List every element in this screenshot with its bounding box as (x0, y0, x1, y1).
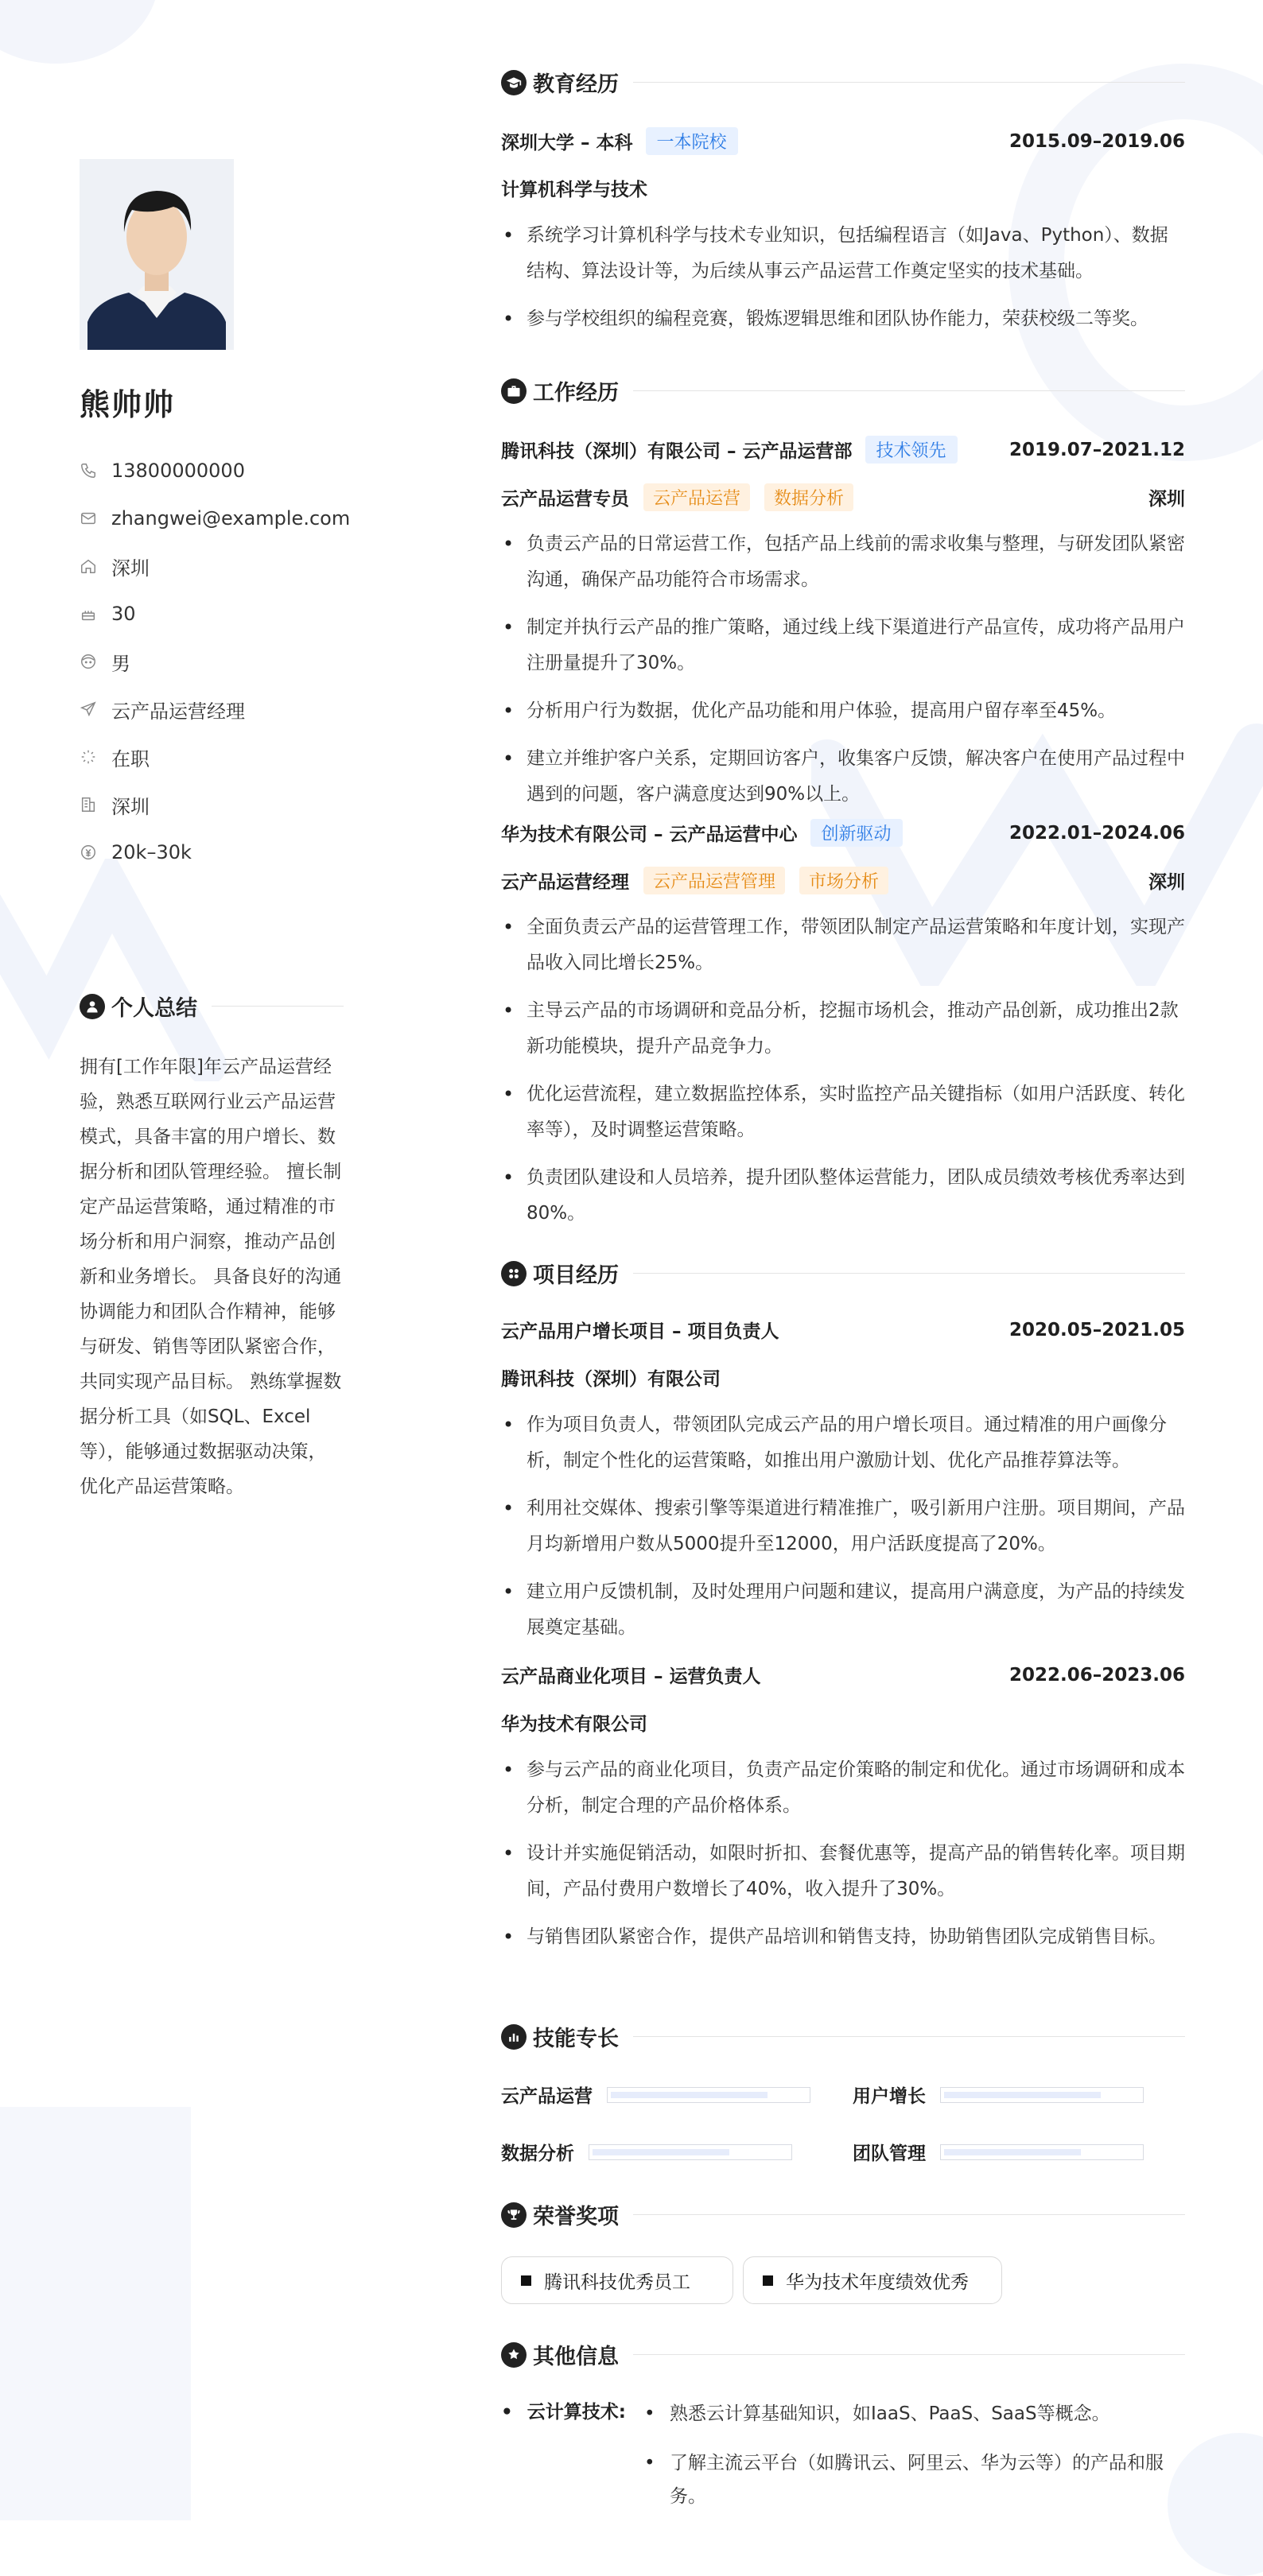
list-item: • 优化运营流程，建立数据监控体系，实时监控产品关键指标（如用户活跃度、转化率等），及时调整运营策略。 (501, 1077, 1185, 1148)
phone-icon (80, 462, 97, 479)
other-section-header (501, 2339, 1185, 2370)
project-2-org-row (501, 1709, 1185, 1736)
list-item: • 分析用户行为数据，优化产品功能和用户体验，提高用户留存率至45%。 (501, 693, 1185, 729)
status-value: 在职 (111, 747, 150, 770)
skill-level-fill (611, 2092, 768, 2098)
education-major-row (501, 175, 1185, 201)
list-item: • 参与学校组织的编程竞赛，锻炼逻辑思维和团队协作能力，荣获校级二等奖。 (501, 301, 1185, 337)
info-position (80, 685, 350, 733)
info-status (80, 733, 350, 781)
job-2-bullets (501, 910, 1185, 1243)
face-icon (80, 653, 97, 670)
salary-value: 20k–30k (111, 841, 192, 863)
summary-divider (212, 1006, 344, 1007)
list-item: • 制定并执行云产品的推广策略，通过线上线下渠道进行产品宣传，成功将产品用户注册量提升了30%。 (501, 610, 1185, 681)
info-age (80, 590, 350, 638)
bg-wave-left (0, 859, 270, 1081)
grid-icon (501, 1261, 527, 1286)
summary-text: 拥有[工作年限]年云产品运营经验，熟悉互联网行业云产品运营模式，具备丰富的用户增长、数据分析和团队管理经验。 擅长制定产品运营策略，通过精准的市场分析和用户洞察，推动产品创新和业务增长。 具备良好的沟通协调能力和团队合作精神，能够与研发、销售等团队紧密合作，共同实现产品目标。 熟练掌握数据分析工具（如SQL、Excel等），能够通过数据驱动决策，优化产品运营策略。 (80, 1057, 342, 1497)
skill-name: 团队管理 (853, 2143, 926, 2164)
square-bullet-icon (521, 2275, 531, 2286)
badge-icon (501, 2342, 527, 2368)
job-2-city: 深圳 (1148, 872, 1185, 893)
list-item: • 与销售团队紧密合作，提供产品培训和销售支持，协助销售团队完成销售目标。 (501, 1919, 1185, 1955)
info-email (80, 495, 350, 542)
summary-section-header (80, 991, 344, 1022)
skills-section-header (501, 2021, 1185, 2052)
skill-item (501, 2139, 792, 2165)
info-phone (80, 447, 350, 495)
mail-icon (80, 510, 97, 527)
project-1-org-row (501, 1364, 1185, 1391)
project-1-date: 2020.05–2021.05 (1008, 1319, 1185, 1340)
job-2-company: 华为技术有限公司 – 云产品运营中心 (501, 824, 798, 845)
list-item: • 作为项目负责人，带领团队完成云产品的用户增长项目。通过精准的用户画像分析，制定个性化的运营策略，如推出用户激励计划、优化产品推荐算法等。 (501, 1407, 1185, 1479)
work-divider (633, 390, 1185, 391)
list-item: • 参与云产品的商业化项目，负责产品定价策略的制定和优化。通过市场调研和成本分析，制定合理的产品价格体系。 (501, 1752, 1185, 1824)
email-value: zhangwei@example.com (111, 507, 351, 530)
job-2-date: 2022.01–2024.06 (1008, 822, 1185, 844)
project-1-name: 云产品用户增长项目 – 项目负责人 (501, 1321, 779, 1342)
location-value: 深圳 (111, 557, 150, 580)
cake-icon (80, 605, 97, 623)
skill-level-fill (944, 2092, 1101, 2098)
trophy-icon (501, 2202, 527, 2228)
graduation-cap-icon (501, 70, 527, 95)
skill-name: 用户增长 (853, 2086, 926, 2107)
job-1-bullets (501, 526, 1185, 824)
age-value: 30 (111, 603, 136, 625)
list-item: • 系统学习计算机科学与技术专业知识，包括编程语言（如Java、Python）、数据结构、算法设计等，为后续从事云产品运营工作奠定坚实的技术基础。 (501, 218, 1185, 289)
loading-icon (80, 748, 97, 766)
project-2-header (501, 1662, 1185, 1688)
education-major: 计算机科学与技术 (501, 180, 647, 200)
school-name: 深圳大学 – 本科 (501, 133, 633, 153)
other-title: 其他信息 (533, 2345, 619, 2369)
skill-level-fill (944, 2149, 1081, 2155)
awards-section-header (501, 2199, 1185, 2230)
projects-section-header (501, 1258, 1185, 1289)
other-list (641, 2397, 1182, 2529)
building-icon (80, 796, 97, 813)
work-section-header (501, 375, 1185, 406)
list-item: • 了解主流云平台（如腾讯云、阿里云、华为云等）的产品和服务。 (641, 2446, 1182, 2513)
list-item: • 设计并实施促销活动，如限时折扣、套餐优惠等，提高产品的销售转化率。项目期间，产品付费用户数增长了40%，收入提升了30%。 (501, 1836, 1185, 1907)
list-item: • 利用社交媒体、搜索引擎等渠道进行精准推广，吸引新用户注册。项目期间，产品月均新增用户数从5000提升至12000，用户活跃度提高了20%。 (501, 1491, 1185, 1562)
projects-title: 项目经历 (533, 1263, 619, 1288)
list-item: • 建立用户反馈机制，及时处理用户问题和建议，提高用户满意度，为产品的持续发展奠定基础。 (501, 1574, 1185, 1646)
project-2-name: 云产品商业化项目 – 运营负责人 (501, 1666, 761, 1687)
award-label: 华为技术年度绩效优秀 (786, 2271, 969, 2293)
education-date: 2015.09–2019.06 (1008, 130, 1185, 152)
money-icon (80, 844, 97, 861)
info-gender (80, 638, 350, 685)
skill-item (853, 2081, 1144, 2108)
skill-name: 云产品运营 (501, 2086, 593, 2107)
info-location (80, 542, 350, 590)
skill-bar (607, 2087, 810, 2103)
skill-name: 数据分析 (501, 2143, 574, 2164)
position-value: 云产品运营经理 (111, 700, 245, 723)
awards-divider (633, 2214, 1185, 2215)
briefcase-icon (501, 378, 527, 404)
skill-bar (589, 2144, 792, 2160)
other-label: • 云计算技术: (501, 2397, 626, 2423)
job-1-role-tag: 数据分析 (764, 483, 853, 511)
skill-bar (940, 2144, 1144, 2160)
skill-item (501, 2081, 810, 2108)
job-2-role: 云产品运营经理 (501, 872, 629, 893)
skills-title: 技能专长 (533, 2027, 619, 2051)
skill-item (853, 2139, 1144, 2165)
bg-block-bottom-left (0, 2107, 191, 2520)
job-1-header (501, 436, 1185, 464)
info-salary (80, 828, 350, 876)
user-icon (80, 994, 105, 1019)
other-divider (633, 2354, 1185, 2355)
job-2-header (501, 819, 1185, 847)
contact-info-list (80, 447, 350, 876)
job-2-role-row (501, 867, 1185, 894)
job-2-role-tag: 市场分析 (799, 867, 888, 894)
project-2-date: 2022.06–2023.06 (1008, 1664, 1185, 1686)
list-item: • 主导云产品的市场调研和竞品分析，挖掘市场机会，推动产品创新，成功推出2款新功能模块，提升产品竞争力。 (501, 993, 1185, 1065)
project-2-bullets (501, 1752, 1185, 1967)
education-entry (501, 127, 1185, 155)
phone-value: 13800000000 (111, 460, 245, 482)
list-item: • 建立并维护客户关系，定期回访客户，收集客户反馈，解决客户在使用产品过程中遇到的问题，客户满意度达到90%以上。 (501, 741, 1185, 813)
job-2-role-tag: 云产品运营管理 (643, 867, 785, 894)
work-title: 工作经历 (533, 381, 619, 405)
skill-bar (940, 2087, 1144, 2103)
job-1-tag: 技术领先 (865, 436, 958, 464)
job-1-role-tag: 云产品运营 (643, 483, 750, 511)
skill-level-fill (593, 2149, 729, 2155)
job-1-company: 腾讯科技（深圳）有限公司 – 云产品运营部 (501, 441, 853, 462)
award-badge (501, 2256, 733, 2304)
target-city-value: 深圳 (111, 795, 150, 818)
home-icon (80, 557, 97, 575)
summary-title: 个人总结 (111, 996, 197, 1021)
list-item: • 负责云产品的日常运营工作，包括产品上线前的需求收集与整理，与研发团队紧密沟通，确保产品功能符合市场需求。 (501, 526, 1185, 598)
award-label: 腾讯科技优秀员工 (544, 2271, 690, 2293)
avatar-portrait (80, 159, 234, 350)
list-item: • 熟悉云计算基础知识，如IaaS、PaaS、SaaS等概念。 (641, 2397, 1182, 2431)
job-1-city: 深圳 (1148, 489, 1185, 510)
info-target-city (80, 781, 350, 828)
project-2-org: 华为技术有限公司 (501, 1714, 647, 1735)
send-icon (80, 700, 97, 718)
skills-divider (633, 2036, 1185, 2037)
job-1-role: 云产品运营专员 (501, 489, 629, 510)
project-1-org: 腾讯科技（深圳）有限公司 (501, 1369, 721, 1390)
job-1-date: 2019.07–2021.12 (1008, 439, 1185, 460)
project-1-bullets (501, 1407, 1185, 1658)
award-badge (743, 2256, 1002, 2304)
gender-value: 男 (111, 652, 130, 675)
job-1-role-row (501, 483, 1185, 511)
project-1-header (501, 1317, 1185, 1343)
job-2-tag: 创新驱动 (810, 819, 903, 847)
square-bullet-icon (763, 2275, 773, 2286)
school-tag: 一本院校 (646, 127, 738, 155)
avatar (80, 159, 234, 350)
bg-circle-top-left (0, 0, 159, 64)
projects-divider (633, 1273, 1185, 1274)
candidate-name: 熊帅帅 (80, 387, 176, 422)
education-title: 教育经历 (533, 72, 619, 97)
list-item: • 负责团队建设和人员培养，提升团队整体运营能力，团队成员绩效考核优秀率达到80%。 (501, 1160, 1185, 1232)
bg-circle-bottom-right (1168, 2433, 1263, 2576)
education-bullets (501, 218, 1185, 349)
education-divider (633, 82, 1185, 83)
list-item: • 全面负责云产品的运营管理工作，带领团队制定产品运营策略和年度计划，实现产品收入同比增长25%。 (501, 910, 1185, 981)
awards-title: 荣誉奖项 (533, 2205, 619, 2229)
education-section-header (501, 67, 1185, 98)
bar-chart-icon (501, 2024, 527, 2050)
